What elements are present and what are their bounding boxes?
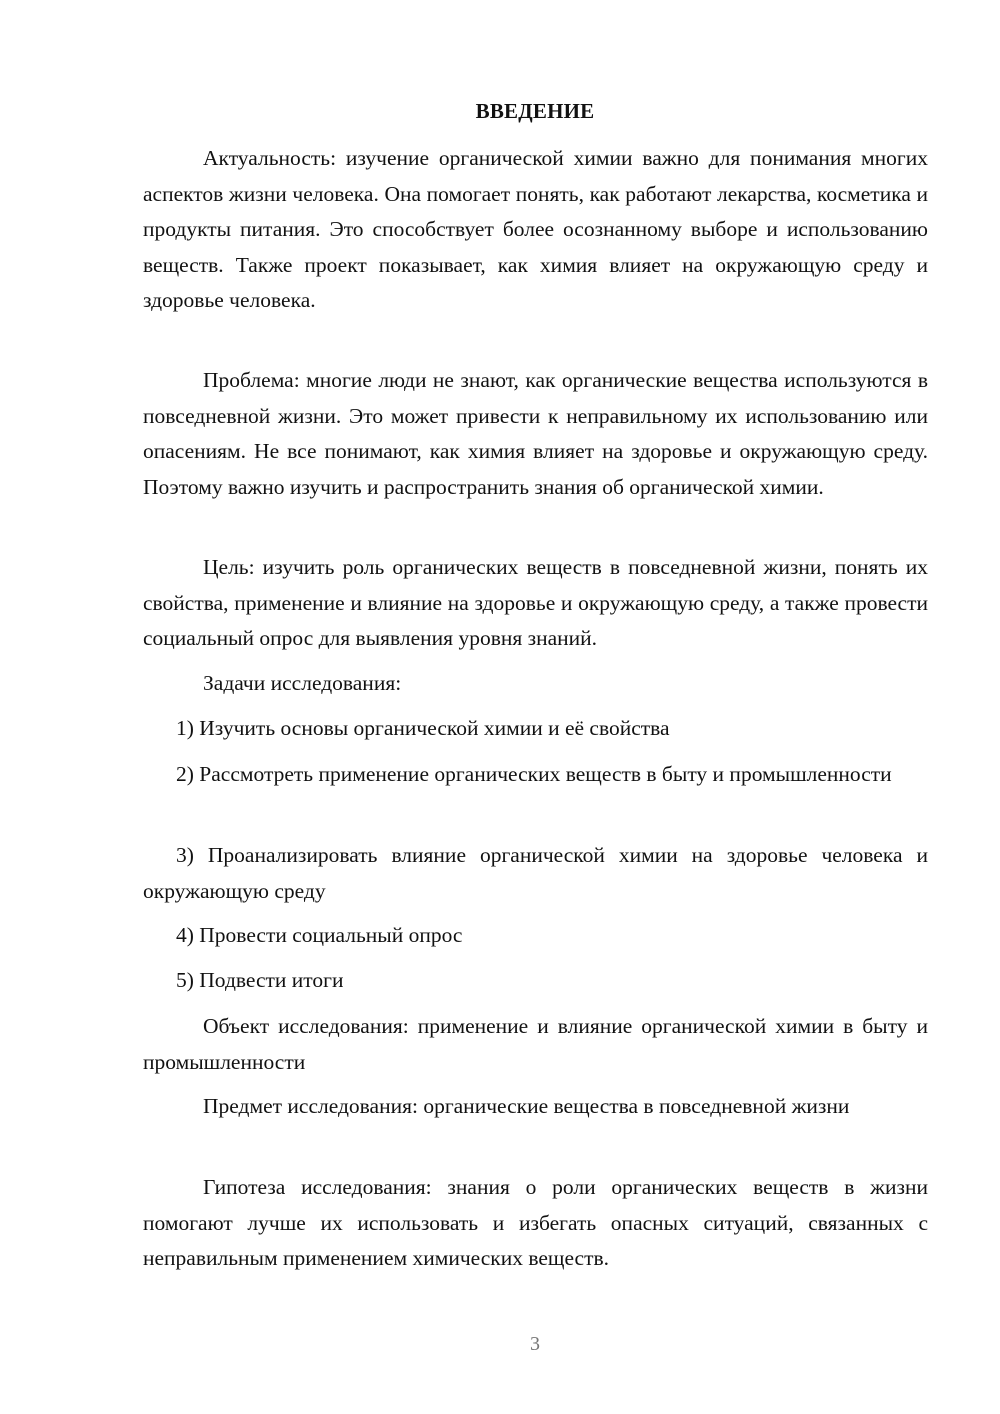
task-item-4 bbox=[143, 918, 928, 954]
hypothesis-paragraph bbox=[143, 1170, 928, 1277]
object-paragraph-text: Объект исследования: применение и влияние органической химии в быту и промышленности bbox=[143, 1014, 928, 1074]
hypothesis-paragraph-text: Гипотеза исследования: знания о роли органических веществ в жизни помогают лучше их использовать и избегать опасных ситуаций, связанных с неправильным применением химических веществ. bbox=[143, 1175, 928, 1270]
task-item-2-text: 2) Рассмотреть применение органических веществ в быту и промышленности bbox=[176, 762, 892, 786]
subject-paragraph bbox=[143, 1089, 928, 1125]
page-number: 3 bbox=[530, 1333, 540, 1355]
task-item-1 bbox=[143, 711, 928, 747]
task-item-1-text: 1) Изучить основы органической химии и её свойства bbox=[176, 716, 670, 740]
task-item-4-text: 4) Провести социальный опрос bbox=[176, 923, 463, 947]
paragraph-problem bbox=[143, 363, 928, 505]
paragraph-goal-text: Цель: изучить роль органических веществ в повседневной жизни, понять их свойства, применение и влияние на здоровье и окружающую среду, а также провести социальный опрос для выявления уровня знаний. bbox=[143, 555, 928, 650]
tasks-heading-text: Задачи исследования: bbox=[203, 671, 402, 695]
paragraph-actuality-text: Актуальность: изучение органической химии важно для понимания многих аспектов жизни человека. Она помогает понять, как работают лекарства, косметика и продукты питания. Это способствует более осознанному выборе и использованию веществ. Также проект показывает, как химия влияет на окружающую среду и здоровье человека. bbox=[143, 146, 928, 312]
paragraph-problem-text: Проблема: многие люди не знают, как органические вещества используются в повседневной жизни. Это может привести к неправильному их использованию или опасениям. Не все понимают, как химия влияет на здоровье и окружающую среду. Поэтому важно изучить и распространить знания об органической химии. bbox=[143, 368, 928, 499]
task-item-5 bbox=[143, 963, 928, 999]
task-item-3-text: 3) Проанализировать влияние органической химии на здоровье человека и окружающую среду bbox=[143, 843, 928, 903]
paragraph-actuality bbox=[143, 141, 928, 319]
task-item-5-text: 5) Подвести итоги bbox=[176, 968, 344, 992]
paragraph-goal bbox=[143, 550, 928, 657]
task-item-3 bbox=[143, 838, 928, 909]
object-paragraph bbox=[143, 1009, 928, 1080]
section-title: ВВЕДЕНИЕ bbox=[475, 99, 595, 123]
tasks-heading bbox=[143, 666, 928, 702]
task-item-2 bbox=[143, 757, 928, 793]
subject-paragraph-text: Предмет исследования: органические вещества в повседневной жизни bbox=[203, 1094, 850, 1118]
